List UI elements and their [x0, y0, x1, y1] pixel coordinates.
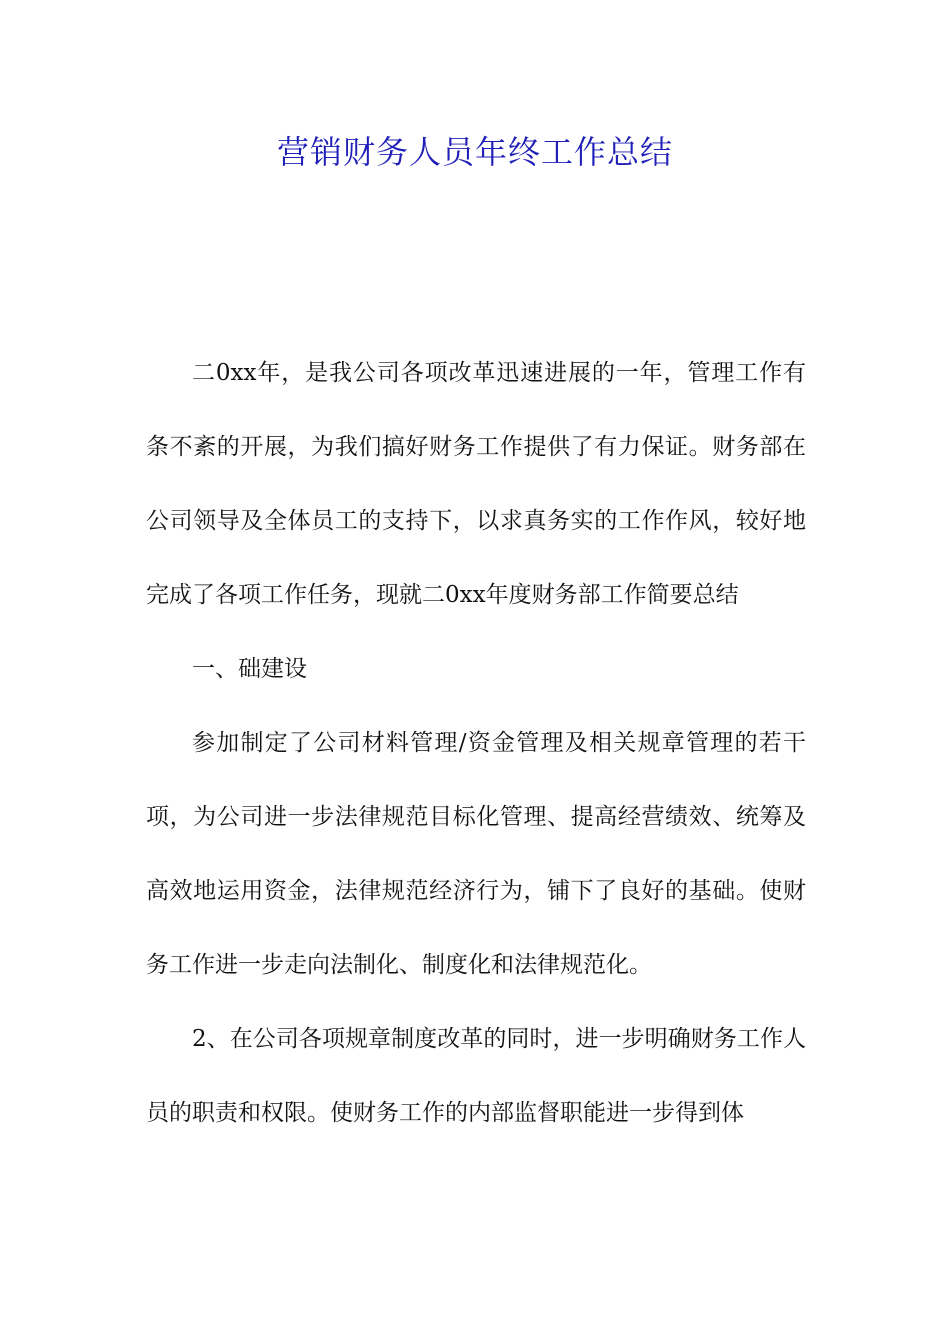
- document-body: [146, 336, 806, 1150]
- paragraph-rules: 参加制定了公司材料管理/资金管理及相关规章管理的若干项，为公司进一步法律规范目标化管理、提高经营绩效、统筹及高效地运用资金，法律规范经济行为，铺下了良好的基础。使财务工作进一步走向法制化、制度化和法律规范化。: [146, 730, 806, 978]
- paragraph-item-2: 2、在公司各项规章制度改革的同时，进一步明确财务工作人员的职责和权限。使财务工作的内部监督职能进一步得到体: [146, 1026, 806, 1126]
- document-title: 营销财务人员年终工作总结: [276, 133, 673, 171]
- paragraph-intro: 二0xx年，是我公司各项改革迅速进展的一年，管理工作有条不紊的开展，为我们搞好财务工作提供了有力保证。财务部在公司领导及全体员工的支持下，以求真务实的工作作风，较好地完成了各项工作任务，现就二0xx年度财务部工作简要总结: [146, 360, 806, 608]
- section-heading-1: 一、础建设: [192, 656, 307, 682]
